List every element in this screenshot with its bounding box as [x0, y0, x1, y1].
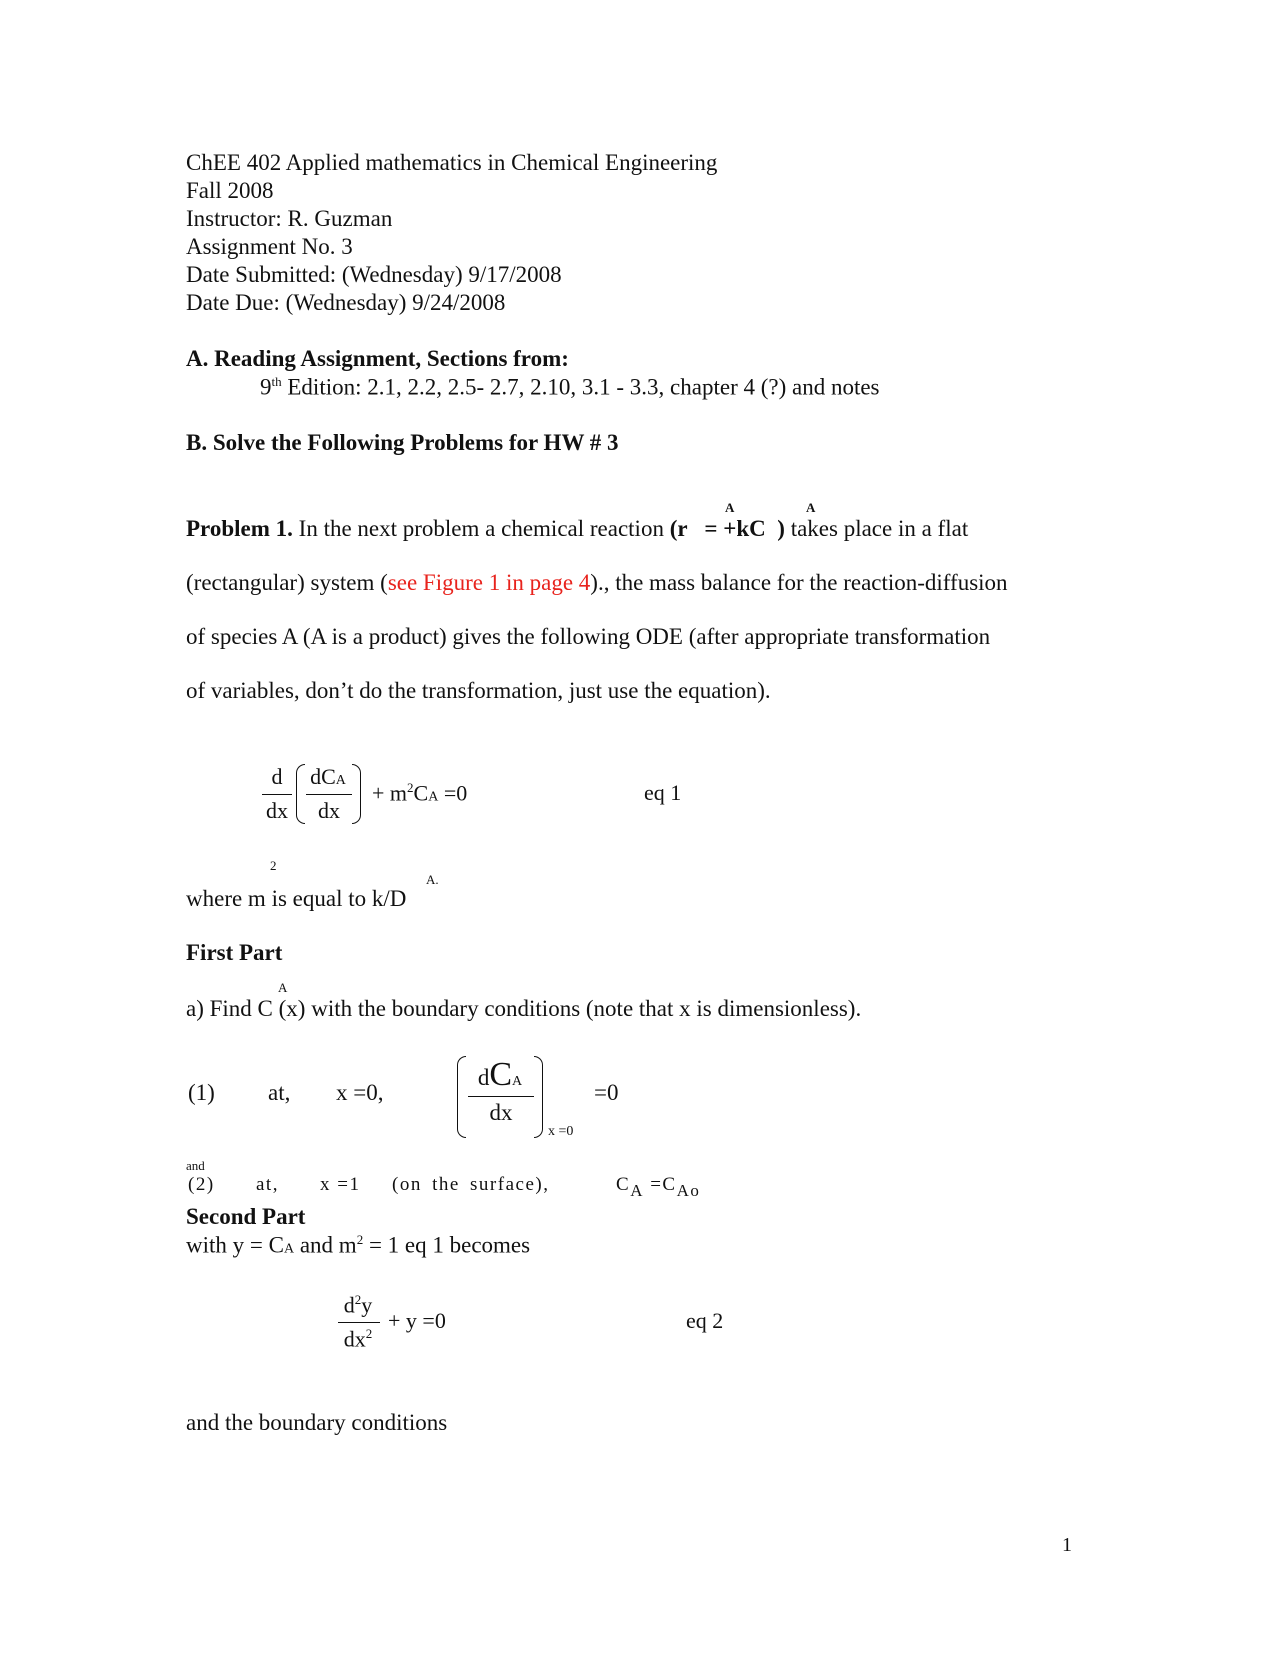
section-a-heading: A. Reading Assignment, Sections from: [186, 346, 569, 371]
first-part-a: a) Find C (x) with the boundary conditions (note that x is dimensionless). [186, 996, 862, 1021]
date-submitted: Date Submitted: (Wednesday) 9/17/2008 [186, 262, 562, 287]
closing-text: and the boundary conditions [186, 1410, 448, 1435]
where-text: where m is equal to k/D [186, 886, 407, 911]
problem1-line2: (rectangular) system (see Figure 1 in page 4)., the mass balance for the reaction-diffusion [186, 570, 1008, 595]
first-part-heading: First Part [186, 940, 283, 965]
second-part-heading: Second Part [186, 1204, 306, 1229]
problem1-line1: Problem 1. In the next problem a chemical reaction (r = +kC ) takes place in a flat [186, 516, 969, 541]
section-b-heading: B. Solve the Following Problems for HW # 3 [186, 430, 619, 455]
reading-edition: 9th Edition: 2.1, 2.2, 2.5- 2.7, 2.10, 3.1 - 3.3, chapter 4 (?) and notes [260, 374, 880, 400]
figure-link[interactable]: see Figure 1 in page 4 [387, 570, 591, 595]
document-page: ChEE 402 Applied mathematics in Chemical Engineering Fall 2008 Instructor: R. Guzman Assignment No. 3 Date Submitted: (Wednesday) 9/17/2008 Date Due: (Wednesday) 9/24/2008 A. Reading Assignment, Sections from: 9th Edition: 2.1, 2.2, 2.5- 2.7, 2.10, 3.1 - 3.3, chapter 4 (?) and notes B. Solve the Following Problems for HW # 3 A A Problem 1. In the next problem a chemical reaction (r = +kC ) takes place in a flat (rectangular) system (see Figure 1 in page 4)., the mass balance for the reaction-diffusion of species A (A is a product) gives the following ODE (after appropriate transformation of variables, don’t do the transformation, just use the equation). d dx dCA dx + $m^2CA =0$ eq 1 2 A. where m is equal to k/D First Part A a) Find C (x) with the boundary conditions (note that x is dimensionless). (1) at, x =0, dCA dx x =0 =0 and (2) at, x =1 (on the surface), CA =CAo Second Part with y = CA and $m^2 = 1$ eq 1 becomes $d^2y$ $dx^2$ + y =0 eq 2 and the boundary conditions 1 [186, 150, 1072, 1556]
equation-1-label: eq 1 [644, 780, 682, 805]
assignment-number: Assignment No. 3 [186, 234, 353, 259]
instructor: Instructor: R. Guzman [186, 206, 393, 231]
page-number: 1 [1062, 1534, 1072, 1556]
reaction-subscript-a2: A [806, 500, 816, 515]
reaction-subscript-a1: A [725, 500, 735, 515]
course-title: ChEE 402 Applied mathematics in Chemical Engineering [186, 150, 718, 175]
equation-2-label: eq 2 [686, 1308, 724, 1333]
second-part-text: with y = CA and $m^2 = 1$ eq 1 becomes [186, 1232, 531, 1258]
problem1-line3: of species A (A is a product) gives the following ODE (after appropriate transformation [186, 624, 991, 649]
problem1-line4: of variables, don’t do the transformation, just use the equation). [186, 678, 771, 703]
date-due: Date Due: (Wednesday) 9/24/2008 [186, 290, 506, 315]
term: Fall 2008 [186, 178, 274, 203]
